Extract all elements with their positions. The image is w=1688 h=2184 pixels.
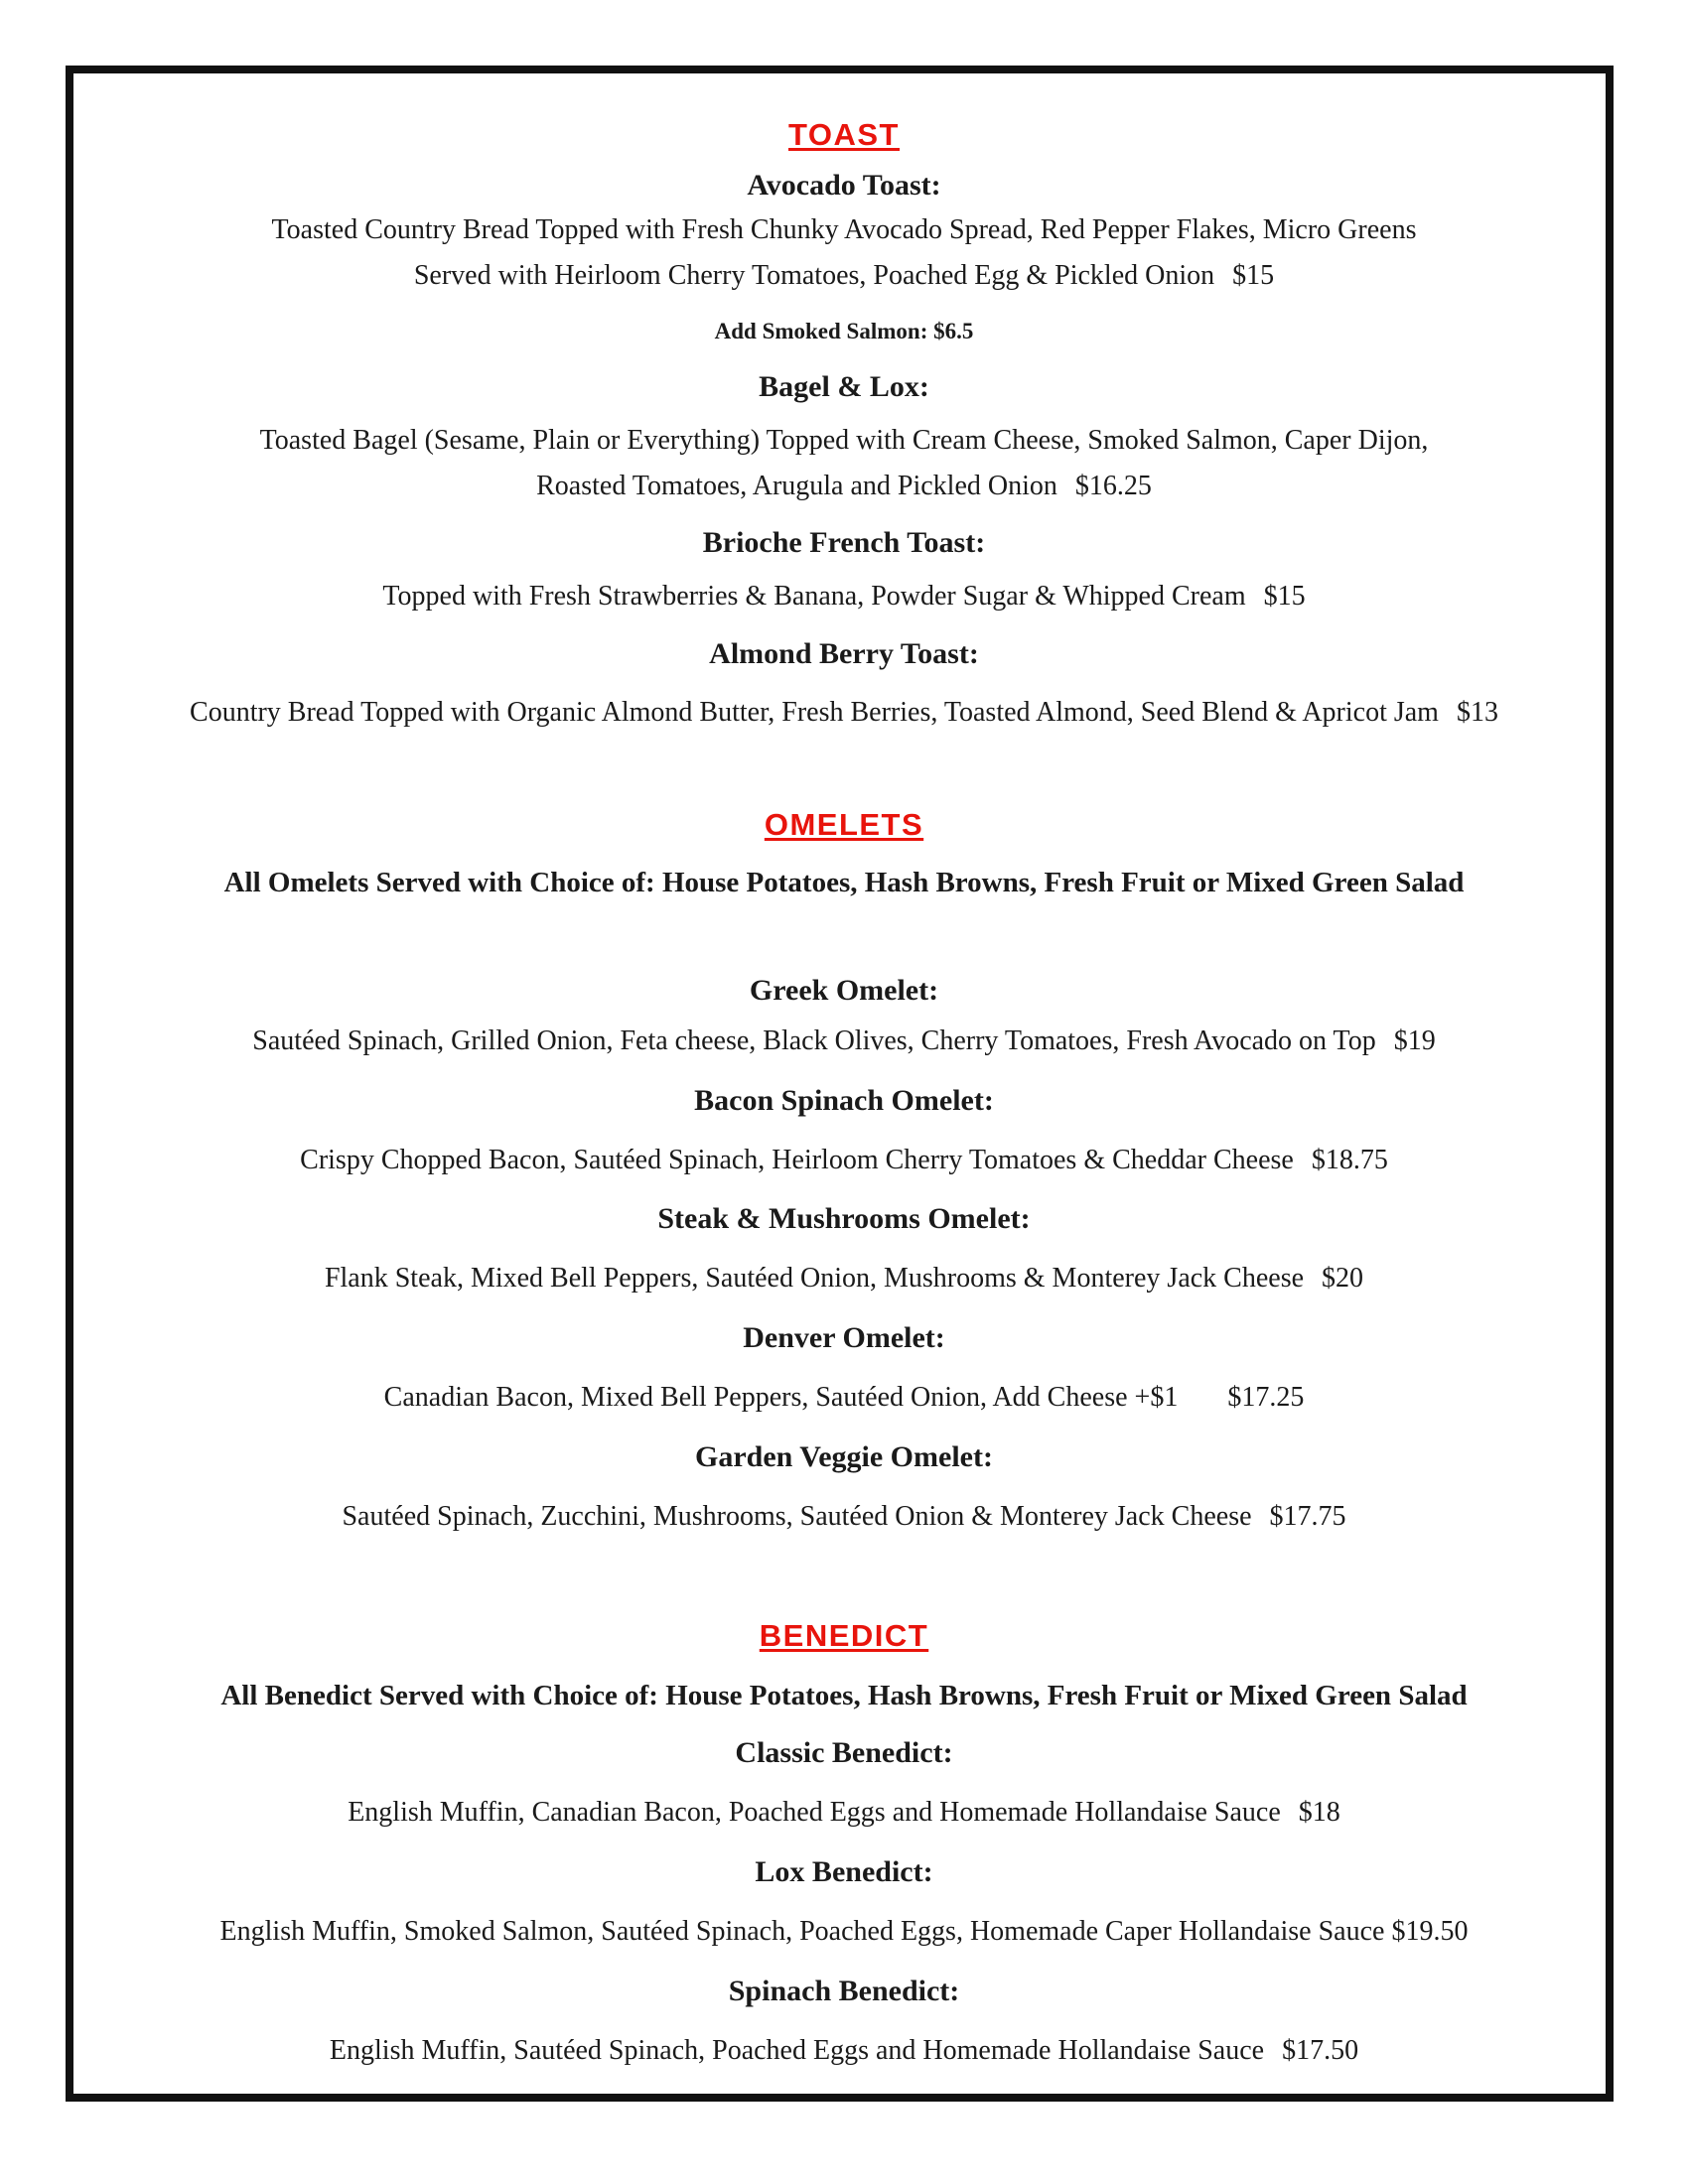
benedict-heading: BENEDICT [759,1618,929,1653]
bacon-spinach-omelet-desc [0,1147,1688,1174]
classic-benedict-price: $18 [1298,1797,1340,1828]
almond-berry-toast-price: $13 [1456,697,1498,728]
bacon-spinach-omelet-desc-text: Crispy Chopped Bacon, Sautéed Spinach, Heirloom Cherry Tomatoes & Cheddar Cheese [300,1145,1294,1175]
denver-omelet-desc [0,1384,1688,1412]
denver-omelet-name: Denver Omelet: [743,1321,945,1354]
almond-berry-toast-name: Almond Berry Toast: [709,637,979,670]
avocado-toast-addon: Add Smoked Salmon: $6.5 [714,319,974,343]
omelets-subheading: All Omelets Served with Choice of: House Potatoes, Hash Browns, Fresh Fruit or Mixed Green Salad [223,867,1465,898]
greek-omelet-desc [0,1027,1688,1055]
avocado-toast-desc-1: Toasted Country Bread Topped with Fresh Chunky Avocado Spread, Red Pepper Flakes, Micro Greens [271,214,1417,245]
lox-benedict-name: Lox Benedict: [755,1855,933,1888]
garden-veggie-omelet-name: Garden Veggie Omelet: [695,1440,993,1473]
denver-omelet-price: $17.25 [1227,1382,1305,1413]
almond-berry-toast-desc [0,699,1688,727]
garden-veggie-omelet-desc [0,1503,1688,1531]
classic-benedict-name: Classic Benedict: [735,1736,953,1769]
brioche-french-toast-price: $15 [1263,581,1306,612]
bagel-lox-desc-1: Toasted Bagel (Sesame, Plain or Everything) Topped with Cream Cheese, Smoked Salmon, Caper Dijon, [259,425,1429,456]
omelets-heading: OMELETS [764,807,924,842]
classic-benedict-desc [0,1799,1688,1827]
steak-mushrooms-omelet-desc-text: Flank Steak, Mixed Bell Peppers, Sautéed Onion, Mushrooms & Monterey Jack Cheese [324,1263,1305,1294]
bagel-lox-price: $16.25 [1074,471,1152,501]
brioche-french-toast-desc-text: Topped with Fresh Strawberries & Banana, Powder Sugar & Whipped Cream [382,581,1246,612]
almond-berry-toast-desc-text: Country Bread Topped with Organic Almond Butter, Fresh Berries, Toasted Almond, Seed Blend & Apricot Jam [190,697,1439,728]
spinach-benedict-price: $17.50 [1282,2035,1359,2066]
greek-omelet-desc-text: Sautéed Spinach, Grilled Onion, Feta cheese, Black Olives, Cherry Tomatoes, Fresh Avocado on Top [252,1025,1376,1056]
bagel-lox-desc-2 [0,473,1688,500]
brioche-french-toast-desc [0,583,1688,611]
garden-veggie-omelet-price: $17.75 [1269,1501,1346,1532]
bagel-lox-desc-text: Roasted Tomatoes, Arugula and Pickled Onion [536,471,1057,501]
benedict-subheading: All Benedict Served with Choice of: House Potatoes, Hash Browns, Fresh Fruit or Mixed Green Salad [220,1680,1468,1711]
toast-heading: TOAST [788,117,900,152]
greek-omelet-name: Greek Omelet: [749,974,939,1007]
denver-omelet-desc-text: Canadian Bacon, Mixed Bell Peppers, Sautéed Onion, Add Cheese +$1 [383,1382,1179,1413]
spinach-benedict-name: Spinach Benedict: [728,1975,960,2007]
spinach-benedict-desc-text: English Muffin, Sautéed Spinach, Poached Eggs and Homemade Hollandaise Sauce [329,2035,1265,2066]
lox-benedict-desc-text: English Muffin, Smoked Salmon, Sautéed Spinach, Poached Eggs, Homemade Caper Hollandaise Sauce [219,1916,1385,1947]
classic-benedict-desc-text: English Muffin, Canadian Bacon, Poached Eggs and Homemade Hollandaise Sauce [348,1797,1281,1828]
avocado-toast-desc-2 [0,262,1688,290]
lox-benedict-price: $19.50 [1391,1916,1469,1947]
steak-mushrooms-omelet-desc [0,1265,1688,1293]
bacon-spinach-omelet-name: Bacon Spinach Omelet: [694,1084,994,1117]
steak-mushrooms-omelet-name: Steak & Mushrooms Omelet: [657,1202,1031,1235]
brioche-french-toast-name: Brioche French Toast: [702,526,986,559]
avocado-toast-name: Avocado Toast: [747,169,941,202]
bagel-lox-name: Bagel & Lox: [759,370,929,403]
lox-benedict-desc [0,1918,1688,1946]
garden-veggie-omelet-desc-text: Sautéed Spinach, Zucchini, Mushrooms, Sautéed Onion & Monterey Jack Cheese [342,1501,1252,1532]
steak-mushrooms-omelet-price: $20 [1322,1263,1364,1294]
greek-omelet-price: $19 [1393,1025,1436,1056]
spinach-benedict-desc [0,2037,1688,2065]
avocado-toast-price: $15 [1232,260,1275,291]
bacon-spinach-omelet-price: $18.75 [1311,1145,1388,1175]
avocado-toast-desc-text: Served with Heirloom Cherry Tomatoes, Poached Egg & Pickled Onion [413,260,1215,291]
